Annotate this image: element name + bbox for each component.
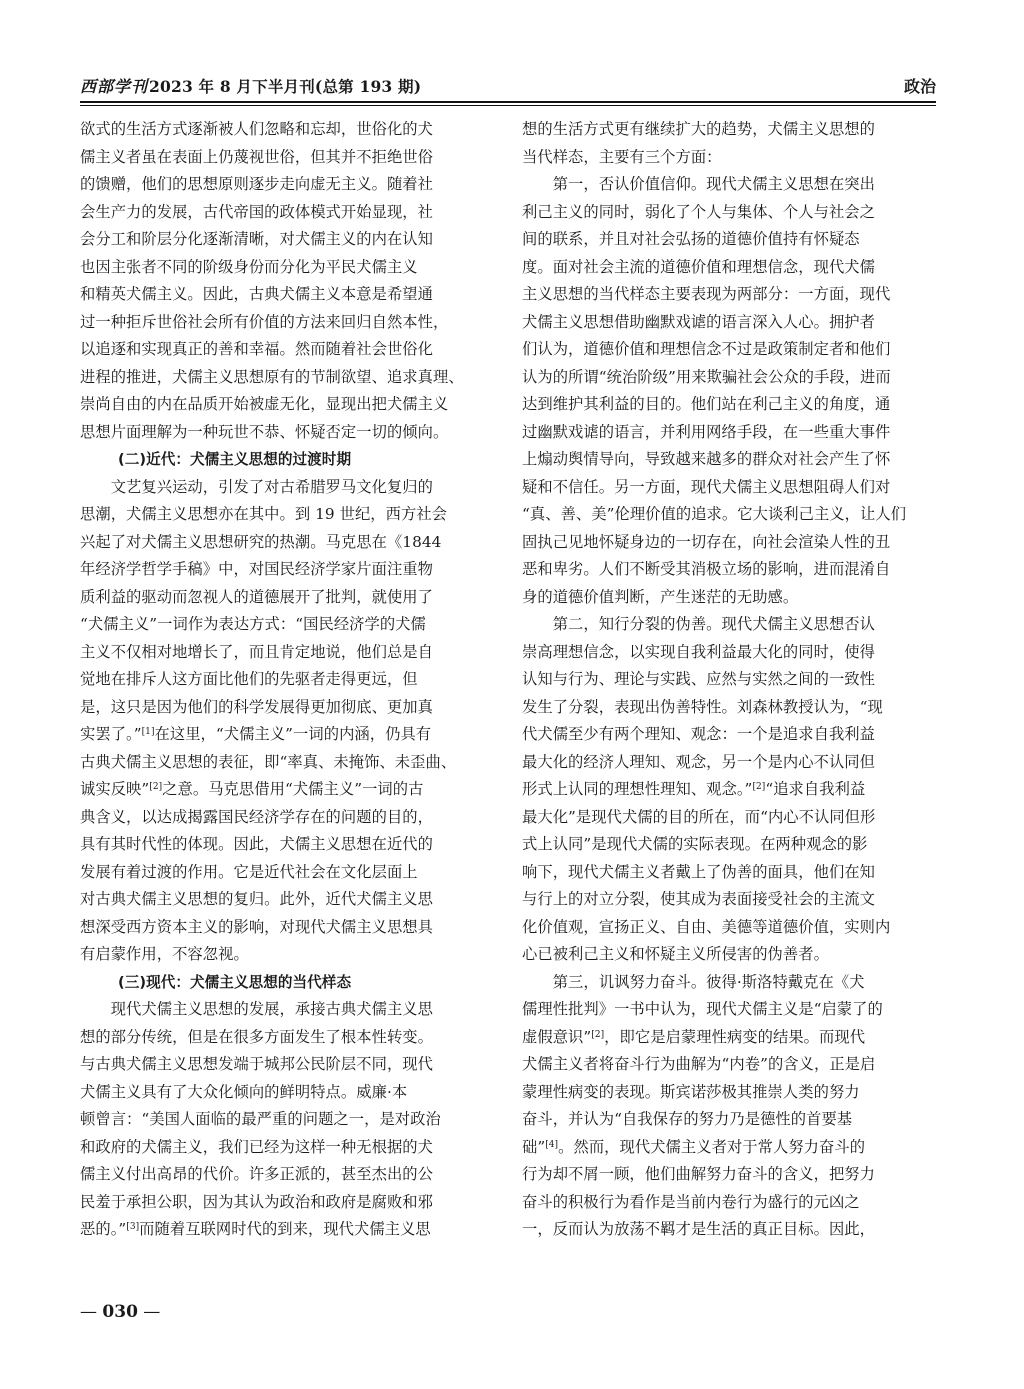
text-line: 顿曾言：“美国人面临的最严重的问题之一，是对政治	[80, 1110, 441, 1128]
text-line: 觉地在排斥人这方面比他们的先驱者走得更远，但	[80, 670, 418, 688]
text-line: 的馈赠，他们的思想原则逐步走向虚无主义。随着社	[80, 175, 433, 193]
text-line: 过一种拒斥世俗社会所有价值的方法来回归自然本性，	[80, 312, 449, 331]
text-line: 础”[4]。然而，现代犬儒主义者对于常人努力奋斗的	[522, 1137, 866, 1156]
text-line: 认知与行为、理论与实践、应然与实然之间的一致性	[522, 670, 875, 688]
text-line: “犬儒主义”一词作为表达方式：“国民经济学的犬儒	[80, 615, 426, 633]
text-line: 主义思想的当代样态主要表现为两部分：一方面，现代	[522, 285, 891, 303]
text-line: 形式上认同的理想性理知、观念。”[2]“追求自我利益	[522, 780, 866, 798]
text-line: 过幽默戏谑的语言，并利用网络手段，在一些重大事件	[522, 422, 891, 441]
text-line: 诚实反映”[2]之意。马克思借用“犬儒主义”一词的古	[80, 780, 424, 798]
text-line: 度。面对社会主流的道德价值和理想信念，现代犬儒	[522, 257, 875, 276]
text-line: 们认为，道德价值和理想信念不过是政策制定者和他们	[522, 340, 891, 358]
citation-marker: [3]	[126, 1222, 140, 1232]
text-line: 犬儒主义具有了大众化倾向的鲜明特点。威廉·本	[80, 1082, 408, 1101]
text-line: 上煽动舆情导向，导致越来越多的群众对社会产生了怀	[522, 450, 891, 468]
text-line: 式上认同”是现代犬儒的实际表现。在两种观念的影	[522, 835, 868, 853]
text-line: 第三，讥讽努力奋斗。彼得·斯洛特戴克在《犬	[522, 972, 865, 991]
text-line: 儒主义者虽在表面上仍蔑视世俗，但其并不拒绝世俗	[80, 147, 433, 166]
text-line: 奋斗，并认为“自我保存的努力乃是德性的首要基	[522, 1110, 853, 1128]
header-rule-thick	[80, 101, 936, 103]
text-line: 思想片面理解为一种玩世不恭、怀疑否定一切的倾向。	[80, 422, 449, 441]
text-line: 第一，否认价值信仰。现代犬儒主义思想在突出	[522, 175, 875, 193]
text-line: 崇高理想信念，以实现自我利益最大化的同时，使得	[522, 642, 875, 661]
text-line: 儒主义付出高昂的代价。许多正派的，甚至杰出的公	[80, 1165, 433, 1183]
section-name: 政治	[903, 77, 936, 96]
text-line: 是，这只是因为他们的科学发展得更加彻底、更加真	[80, 697, 433, 716]
text-line: 思潮，犬儒主义思想亦在其中。到 19 世纪，西方社会	[80, 505, 448, 523]
text-line: 疑和不信任。另一方面，现代犬儒主义思想阻碍人们对	[522, 477, 891, 496]
citation-marker: [2]	[591, 1029, 605, 1040]
page-footer	[80, 1302, 160, 1322]
footer-dash-left: —	[80, 1302, 103, 1322]
text-line: 文艺复兴运动，引发了对古希腊罗马文化复归的	[80, 477, 433, 496]
text-line: 恶的。”[3]而随着互联网时代的到来，现代犬儒主义思	[80, 1220, 431, 1238]
text-line: 具有其时代性的体现。因此，犬儒主义思想在近代的	[80, 835, 433, 853]
text-line: 和精英犬儒主义。因此，古典犬儒主义本意是希望通	[80, 285, 433, 303]
section-heading: (二)近代：犬儒主义思想的过渡时期	[118, 451, 352, 468]
text-line: 崇尚自由的内在品质开始被虚无化，显现出把犬儒主义	[80, 395, 449, 413]
text-line: 典含义，以达成揭露国民经济学存在的问题的目的，	[80, 807, 433, 826]
text-line: 一，反而认为放荡不羁才是生活的真正目标。因此，	[522, 1220, 875, 1238]
text-line: 儒理性批判》一书中认为，现代犬儒主义是“启蒙了的	[522, 1000, 883, 1018]
section-heading: (三)现代：犬儒主义思想的当代样态	[118, 973, 352, 991]
citation-marker: [2]	[149, 782, 163, 792]
text-line: 古典犬儒主义思想的表征，即“率真、未掩饰、未歪曲、	[80, 752, 457, 771]
issue-info: 2023 年 8 月下半月刊(总第 193 期)	[149, 77, 422, 96]
text-line: 想的部分传统，但是在很多方面发生了根本性转变。	[80, 1027, 433, 1046]
text-line: “真、善、美”伦理价值的追求。它大谈利己主义，让人们	[522, 505, 907, 523]
footer-dash-right: —	[137, 1302, 161, 1322]
journal-logo: 西部学刊	[80, 77, 149, 96]
text-line: 对古典犬儒主义思想的复归。此外，近代犬儒主义思	[80, 890, 433, 908]
text-line: 最大化的经济人理知、观念，另一个是内心不认同但	[522, 752, 875, 771]
text-line: 年经济学哲学手稿》中，对国民经济学家片面注重物	[80, 560, 433, 578]
text-line: 虚假意识”[2]，即它是启蒙理性病变的结果。而现代	[522, 1027, 866, 1046]
text-line: 达到维护其利益的目的。他们站在利己主义的角度，通	[522, 395, 891, 413]
text-line: 发生了分裂，表现出伪善特性。刘森林教授认为，“现	[522, 697, 883, 716]
text-line: 固执己见地怀疑身边的一切存在，向社会渲染人性的丑	[522, 532, 891, 551]
text-line: 主义不仅相对地增长了，而且肯定地说，他们总是自	[80, 642, 433, 661]
text-line: 利己主义的同时，弱化了个人与集体、个人与社会之	[522, 202, 875, 221]
text-line: 犬儒主义者将奋斗行为曲解为“内卷”的含义，正是启	[522, 1055, 876, 1073]
text-line: 想深受西方资本主义的影响，对现代犬儒主义思想具	[80, 917, 433, 936]
text-line: 第二，知行分裂的伪善。现代犬儒主义思想否认	[522, 615, 875, 633]
text-line: 恶和卑劣。人们不断受其消极立场的影响，进而混淆自	[522, 560, 891, 578]
text-line: 兴起了对犬儒主义思想研究的热潮。马克思在《1844	[80, 532, 442, 551]
text-line: 和政府的犬儒主义，我们已经为这样一种无根据的犬	[80, 1137, 433, 1156]
text-line: 代犬儒至少有两个理知、观念：一个是追求自我利益	[522, 725, 875, 743]
text-line: 与行上的对立分裂，使其成为表面接受社会的主流文	[522, 890, 875, 908]
text-line: 身的道德价值判断，产生迷茫的无助感。	[522, 587, 799, 606]
text-line: 实罢了。”[1]在这里，“犬儒主义”一词的内涵，仍具有	[80, 725, 432, 743]
text-line: 会生产力的发展，古代帝国的政体模式开始显现，社	[80, 202, 433, 221]
text-line: 想的生活方式更有继续扩大的趋势，犬儒主义思想的	[522, 120, 875, 138]
text-line: 进程的推进，犬儒主义思想原有的节制欲望、追求真理、	[80, 367, 464, 386]
text-line: 有启蒙作用，不容忽视。	[80, 945, 249, 963]
text-line: 化价值观，宣扬正义、自由、美德等道德价值，实则内	[522, 917, 891, 936]
text-line: 认为的所谓“统治阶级”用来欺骗社会公众的手段，进而	[522, 367, 891, 386]
text-line: 现代犬儒主义思想的发展，承接古典犬儒主义思	[80, 1000, 433, 1018]
header-rule-thin	[80, 105, 936, 106]
text-line: 质利益的驱动而忽视人的道德展开了批判，就使用了	[80, 587, 433, 606]
citation-marker: [4]	[545, 1139, 559, 1150]
left-column	[80, 116, 494, 1244]
citation-marker: [1]	[141, 727, 155, 737]
citation-marker: [2]	[752, 782, 766, 792]
text-line: 行为却不屑一顾，他们曲解努力奋斗的含义，把努力	[522, 1165, 875, 1183]
text-line: 犬儒主义思想借助幽默戏谑的语言深入人心。拥护者	[522, 312, 875, 331]
text-line: 与古典犬儒主义思想发端于城邦公民阶层不同，现代	[80, 1055, 433, 1073]
text-line: 响下，现代犬儒主义者戴上了伪善的面具，他们在知	[522, 862, 875, 881]
page-number: 030	[102, 1302, 138, 1322]
text-line: 欲式的生活方式逐渐被人们忽略和忘却，世俗化的犬	[80, 120, 433, 138]
text-line: 蒙理性病变的表现。斯宾诺莎极其推崇人类的努力	[522, 1082, 860, 1101]
text-line: 奋斗的积极行为看作是当前内卷行为盛行的元凶之	[522, 1192, 860, 1211]
text-line: 间的联系，并且对社会弘扬的道德价值持有怀疑态	[522, 230, 860, 248]
text-line: 发展有着过渡的作用。它是近代社会在文化层面上	[80, 862, 418, 881]
page-header	[80, 74, 936, 100]
right-column	[522, 116, 936, 1244]
journal-issue-line	[80, 74, 421, 97]
text-line: 会分工和阶层分化逐渐清晰，对犬儒主义的内在认知	[80, 230, 433, 248]
text-line: 心已被利己主义和怀疑主义所侵害的伪善者。	[522, 945, 829, 963]
text-line: 也因主张者不同的阶级身份而分化为平民犬儒主义	[80, 257, 418, 276]
text-line: 以追逐和实现真正的善和幸福。然而随着社会世俗化	[80, 340, 433, 358]
text-line: 最大化”是现代犬儒的目的所在，而“内心不认同但形	[522, 807, 876, 826]
text-line: 民羞于承担公职，因为其认为政治和政府是腐败和邪	[80, 1192, 433, 1211]
text-line: 当代样态，主要有三个方面：	[522, 147, 722, 166]
